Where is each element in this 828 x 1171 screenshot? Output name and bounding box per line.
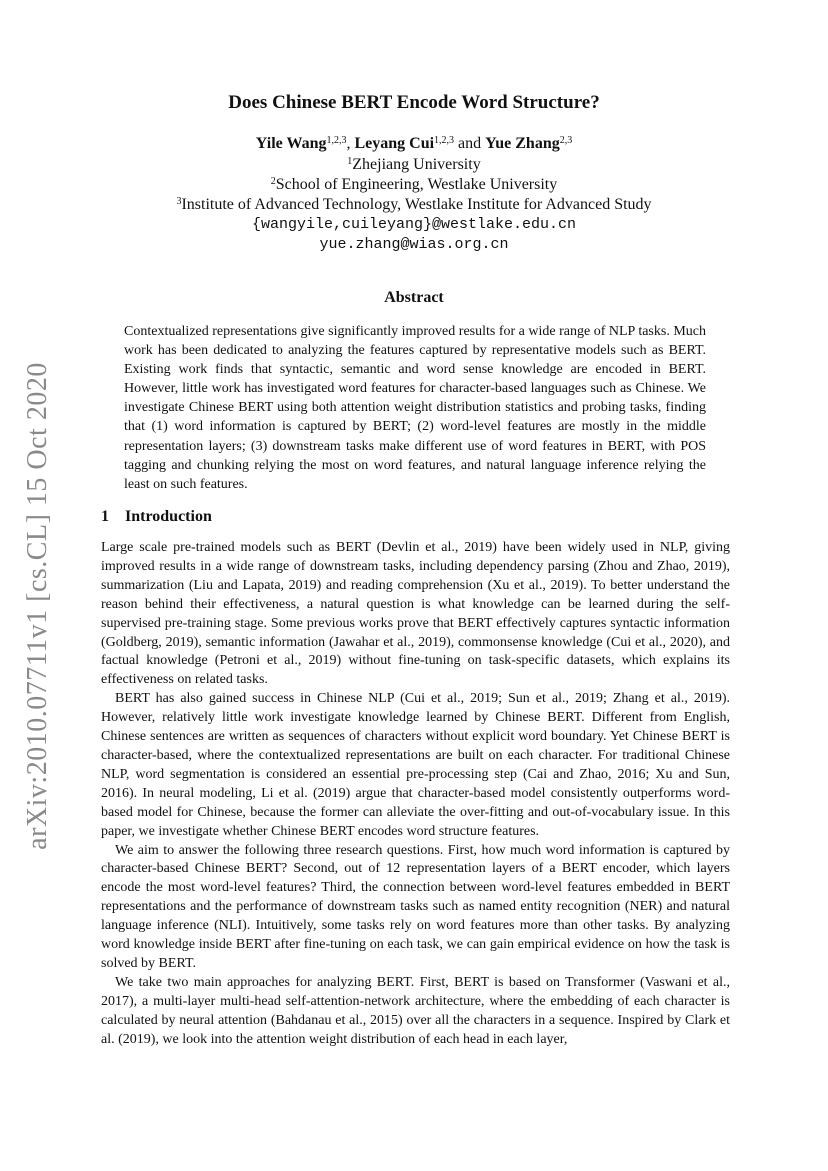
- affiliation: [0, 175, 828, 195]
- author-affiliation-marks: 2,3: [559, 135, 573, 146]
- paragraph: We take two main approaches for analyzing BERT. First, BERT is based on Transformer (Vaswani et al., 2017), a multi-layer multi-head self-attention-network architecture, where the embedding of each character is calculated by neural attention (Bahdanau et al., 2015) over all the characters in a sequence. Inspired by Clark et al. (2019), we look into the attention weight distribution of each head in each layer,: [101, 974, 730, 1047]
- paragraph: BERT has also gained success in Chinese NLP (Cui et al., 2019; Sun et al., 2019; Zhang et al., 2019). However, relatively little work investigate knowledge learned by Chinese BERT. Different from English, Chinese sentences are written as sequences of characters without explicit word boundary. Yet Chinese BERT is character-based, where the contextualized representations are built on each character. For traditional Chinese NLP, word segmentation is considered an essential pre-processing step (Cai and Zhao, 2016; Xu and Sun, 2016). In neural modeling, Li et al. (2019) argue that character-based model consistently outperforms word-based model for Chinese, because the former can alleviate the over-fitting and out-of-vocabulary issue. In this paper, we investigate whether Chinese BERT encodes word structure features.: [101, 691, 730, 839]
- paragraph: Large scale pre-trained models such as BERT (Devlin et al., 2019) have been widely used in NLP, giving improved results in a wide range of downstream tasks, including dependency parsing (Zhou and Zhao, 2019), summarization (Liu and Lapata, 2019) and reading comprehension (Xu et al., 2019). To better understand the reason behind their effectiveness, a natural question is what knowledge can be learned during the self-supervised pre-training stage. Some previous works prove that BERT effectively captures syntactic information (Goldberg, 2019), semantic information (Jawahar et al., 2019), commonsense knowledge (Cui et al., 2020), and factual knowledge (Petroni et al., 2019) without fine-tuning on task-specific datasets, which explains its effectiveness on related tasks.: [101, 540, 730, 688]
- section-title: Introduction: [125, 508, 212, 525]
- author-line: [0, 134, 828, 154]
- paragraph: We aim to answer the following three research questions. First, how much word information is captured by character-based Chinese BERT? Second, out of 12 representation layers of a BERT encoder, which layers encode the most word-level features? Third, the connection between word-level features embedded in BERT representations and the performance of downstream tasks such as named entity recognition (NER) and natural language inference (NLI). Intuitively, some tasks rely on word features more than other tasks. By analyzing word knowledge inside BERT after fine-tuning on each task, we can gain empirical evidence on how the task is solved by BERT.: [101, 842, 730, 971]
- affiliation-mark: 2: [270, 176, 276, 187]
- affiliation-mark: 1: [347, 156, 353, 167]
- author-separator: ,: [346, 135, 355, 152]
- author-separator: and: [454, 135, 486, 152]
- section-number: 1: [101, 508, 109, 525]
- abstract-text: Contextualized representations give significantly improved results for a wide range of NLP tasks. Much work has been dedicated to analyzing the features captured by representative models such as BERT. Existing work finds that syntactic, semantic and word sense knowledge are encoded in BERT. However, little work has investigated word features for character-based languages such as Chinese. We investigate Chinese BERT using both attention weight distribution statistics and probing tasks, finding that (1) word information is captured by BERT; (2) word-level features are mostly in the middle representation layers; (3) downstream tasks make different use of word features in BERT, with POS tagging and chunking relying the most on word features, and natural language inference relying the least on such features.: [124, 324, 706, 492]
- author-affiliation-marks: 1,2,3: [434, 135, 455, 146]
- email-address[interactable]: {wangyile,cuileyang}@westlake.edu.cn: [251, 216, 577, 233]
- affiliation: [0, 155, 828, 175]
- author-affiliation-marks: 1,2,3: [326, 135, 347, 146]
- affiliation-text: Zhejiang University: [352, 156, 481, 173]
- author-name: Yue Zhang: [485, 135, 560, 152]
- section-heading: [101, 508, 212, 526]
- author-name: Leyang Cui: [354, 135, 435, 152]
- affiliation-text: School of Engineering, Westlake University: [275, 176, 558, 193]
- arxiv-identifier: arXiv:2010.07711v1 [cs.CL] 15 Oct 2020: [22, 362, 53, 850]
- email-address[interactable]: yue.zhang@wias.org.cn: [319, 236, 509, 253]
- affiliation: [0, 195, 828, 215]
- affiliation-mark: 3: [176, 196, 182, 207]
- author-name: Yile Wang: [255, 135, 327, 152]
- affiliation-text: Institute of Advanced Technology, Westlake Institute for Advanced Study: [181, 196, 652, 213]
- abstract-heading: Abstract: [384, 289, 444, 306]
- paper-title: Does Chinese BERT Encode Word Structure?: [228, 92, 600, 113]
- body-text: [101, 539, 730, 1049]
